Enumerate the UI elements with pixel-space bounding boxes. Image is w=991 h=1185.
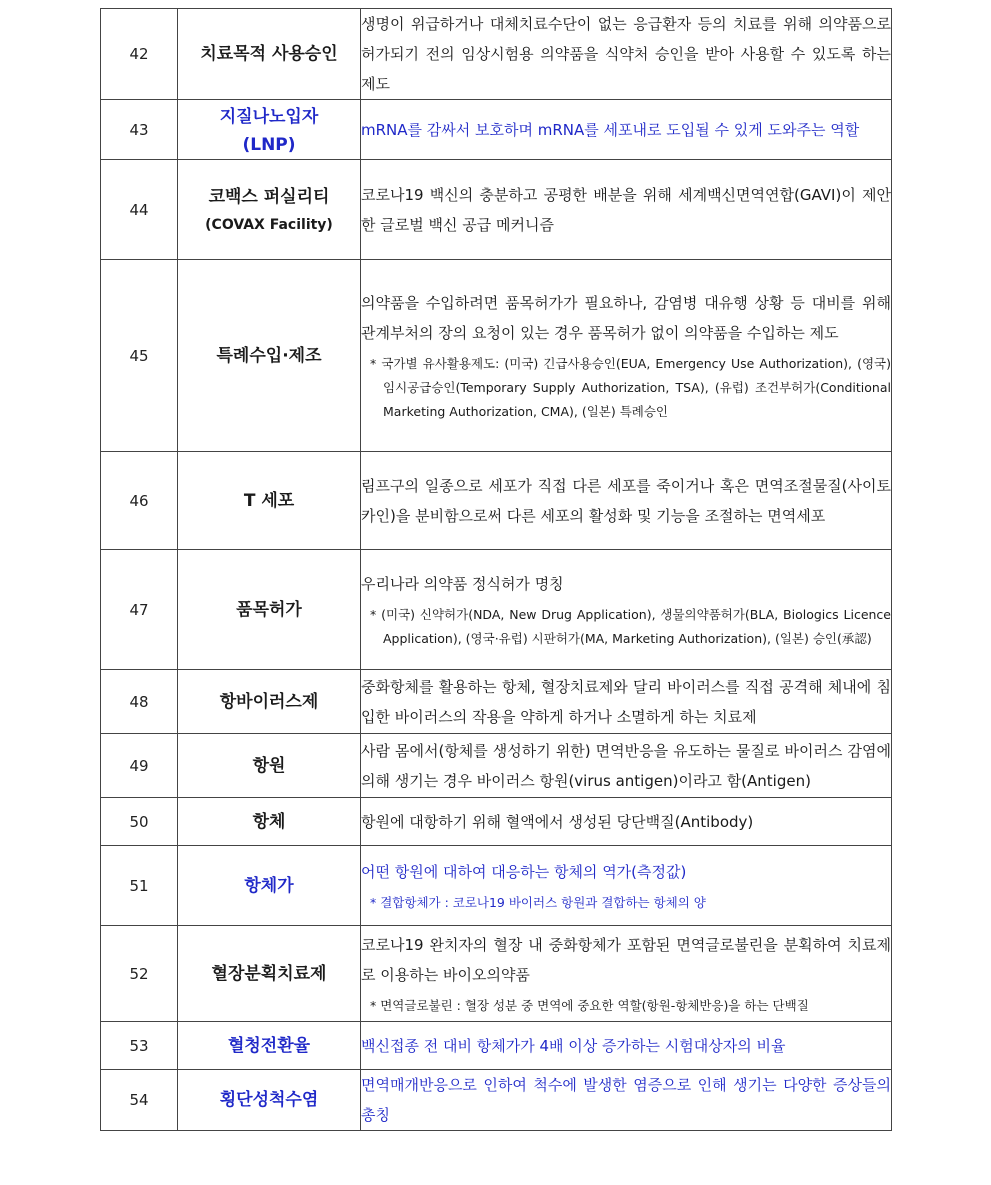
definition-text: 우리나라 의약품 정식허가 명칭: [361, 574, 564, 593]
definition-cell: [361, 9, 892, 100]
term-cell: [178, 734, 361, 798]
definition-text: 생명이 위급하거나 대체치료수단이 없는 응급환자 등의 치료를 위해 의약품으로 허가되기 전의 임상시험용 의약품을 식약처 승인을 받아 사용할 수 있도록 하는 제도: [361, 15, 891, 93]
definition-text: mRNA를 감싸서 보호하며 mRNA를 세포내로 도입될 수 있게 도와주는 역할: [361, 120, 860, 139]
term-cell: [178, 100, 361, 160]
definition-note: * 결합항체가 : 코로나19 바이러스 항원과 결합하는 항체의 양: [370, 894, 706, 910]
term-label: 항바이러스제: [219, 691, 319, 712]
definition-text: 중화항체를 활용하는 항체, 혈장치료제와 달리 바이러스를 직접 공격해 체내에 침입한 바이러스의 작용을 약하게 하거나 소멸하게 하는 치료제: [361, 677, 891, 726]
row-number: 52: [101, 926, 178, 1022]
row-number: 53: [101, 1022, 178, 1070]
term-cell: [178, 798, 361, 846]
row-number: 48: [101, 670, 178, 734]
term-sublabel: (LNP): [242, 134, 296, 155]
term-cell: [178, 1022, 361, 1070]
definition-cell: [361, 734, 892, 798]
definition-cell: [361, 926, 892, 1022]
glossary-table: [100, 8, 892, 1131]
table-row: [101, 926, 892, 1022]
definition-cell: [361, 846, 892, 926]
definition-cell: [361, 1022, 892, 1070]
row-number: 47: [101, 550, 178, 670]
definition-cell: [361, 160, 892, 260]
definition-text: 림프구의 일종으로 세포가 직접 다른 세포를 죽이거나 혹은 면역조절물질(사이토카인)을 분비함으로써 다른 세포의 활성화 및 기능을 조절하는 면역세포: [361, 476, 891, 525]
definition-cell: [361, 798, 892, 846]
row-number: 49: [101, 734, 178, 798]
term-cell: [178, 670, 361, 734]
row-number: 50: [101, 798, 178, 846]
glossary-body: [101, 9, 892, 1131]
table-row: [101, 734, 892, 798]
definition-text: 코로나19 완치자의 혈장 내 중화항체가 포함된 면역글로불린을 분획하여 치료제로 이용하는 바이오의약품: [361, 935, 891, 984]
table-row: [101, 846, 892, 926]
definition-cell: [361, 1070, 892, 1131]
definition-cell: [361, 452, 892, 550]
definition-text: 어떤 항원에 대하여 대응하는 항체의 역가(측정값): [361, 862, 687, 881]
table-row: [101, 798, 892, 846]
row-number: 54: [101, 1070, 178, 1131]
table-row: [101, 670, 892, 734]
table-row: [101, 452, 892, 550]
term-label: T 세포: [243, 490, 295, 511]
definition-cell: [361, 670, 892, 734]
definition-cell: [361, 100, 892, 160]
term-label: 코백스 퍼실리티: [208, 186, 330, 207]
term-label: 혈청전환율: [227, 1035, 311, 1056]
row-number: 42: [101, 9, 178, 100]
table-row: [101, 9, 892, 100]
term-sublabel: (COVAX Facility): [205, 216, 333, 233]
table-row: [101, 550, 892, 670]
term-label: 항체: [252, 811, 286, 832]
term-cell: [178, 846, 361, 926]
definition-cell: [361, 260, 892, 452]
definition-text: 의약품을 수입하려면 품목허가가 필요하나, 감염병 대유행 상황 등 대비를 위해 관계부처의 장의 요청이 있는 경우 품목허가 없이 의약품을 수입하는 제도: [361, 293, 891, 342]
table-row: [101, 160, 892, 260]
term-label: 치료목적 사용승인: [200, 44, 338, 64]
definition-text: 항원에 대항하기 위해 혈액에서 생성된 당단백질(Antibody): [361, 812, 754, 831]
row-number: 51: [101, 846, 178, 926]
definition-cell: [361, 550, 892, 670]
table-row: [101, 260, 892, 452]
definition-text: 사람 몸에서(항체를 생성하기 위한) 면역반응을 유도하는 물질로 바이러스 감염에 의해 생기는 경우 바이러스 항원(virus antigen)이라고 함(Antigen): [361, 741, 891, 790]
row-number: 46: [101, 452, 178, 550]
row-number: 43: [101, 100, 178, 160]
term-label: 품목허가: [236, 599, 302, 620]
row-number: 44: [101, 160, 178, 260]
row-number: 45: [101, 260, 178, 452]
definition-note: * 국가별 유사활용제도: (미국) 긴급사용승인(EUA, Emergency Use Authorization), (영국) 임시공급승인(Temporary Supply Authorization, TSA), (유럽) 조건부허가(Conditional Marketing Authorization, CMA), (일본) 특례승인: [370, 355, 891, 419]
term-label: 횡단성척수염: [219, 1090, 319, 1110]
definition-text: 백신접종 전 대비 항체가가 4배 이상 증가하는 시험대상자의 비율: [361, 1036, 786, 1055]
table-row: [101, 1070, 892, 1131]
term-label: 항원: [252, 755, 286, 776]
term-label: 혈장분획치료제: [211, 963, 327, 984]
definition-note: * (미국) 신약허가(NDA, New Drug Application), 생물의약품허가(BLA, Biologics Licence Application), (영국·유럽) 시판허가(MA, Marketing Authorization), (일본) 승인(承認): [370, 606, 891, 646]
table-row: [101, 1022, 892, 1070]
term-label: 지질나노입자: [219, 106, 319, 127]
term-cell: [178, 1070, 361, 1131]
term-cell: [178, 550, 361, 670]
term-cell: [178, 160, 361, 260]
term-label: 특례수입·제조: [216, 345, 322, 366]
definition-text: 면역매개반응으로 인하여 척수에 발생한 염증으로 인해 생기는 다양한 증상들의 총칭: [361, 1076, 891, 1124]
definition-text: 코로나19 백신의 충분하고 공평한 배분을 위해 세계백신면역연합(GAVI)이 제안한 글로벌 백신 공급 메커니즘: [361, 185, 891, 234]
term-cell: [178, 452, 361, 550]
term-cell: [178, 926, 361, 1022]
table-row: [101, 100, 892, 160]
definition-note: * 면역글로불린 : 혈장 성분 중 면역에 중요한 역할(항원-항체반응)을 하는 단백질: [370, 997, 809, 1013]
term-cell: [178, 260, 361, 452]
term-label: 항체가: [244, 875, 294, 896]
term-cell: [178, 9, 361, 100]
